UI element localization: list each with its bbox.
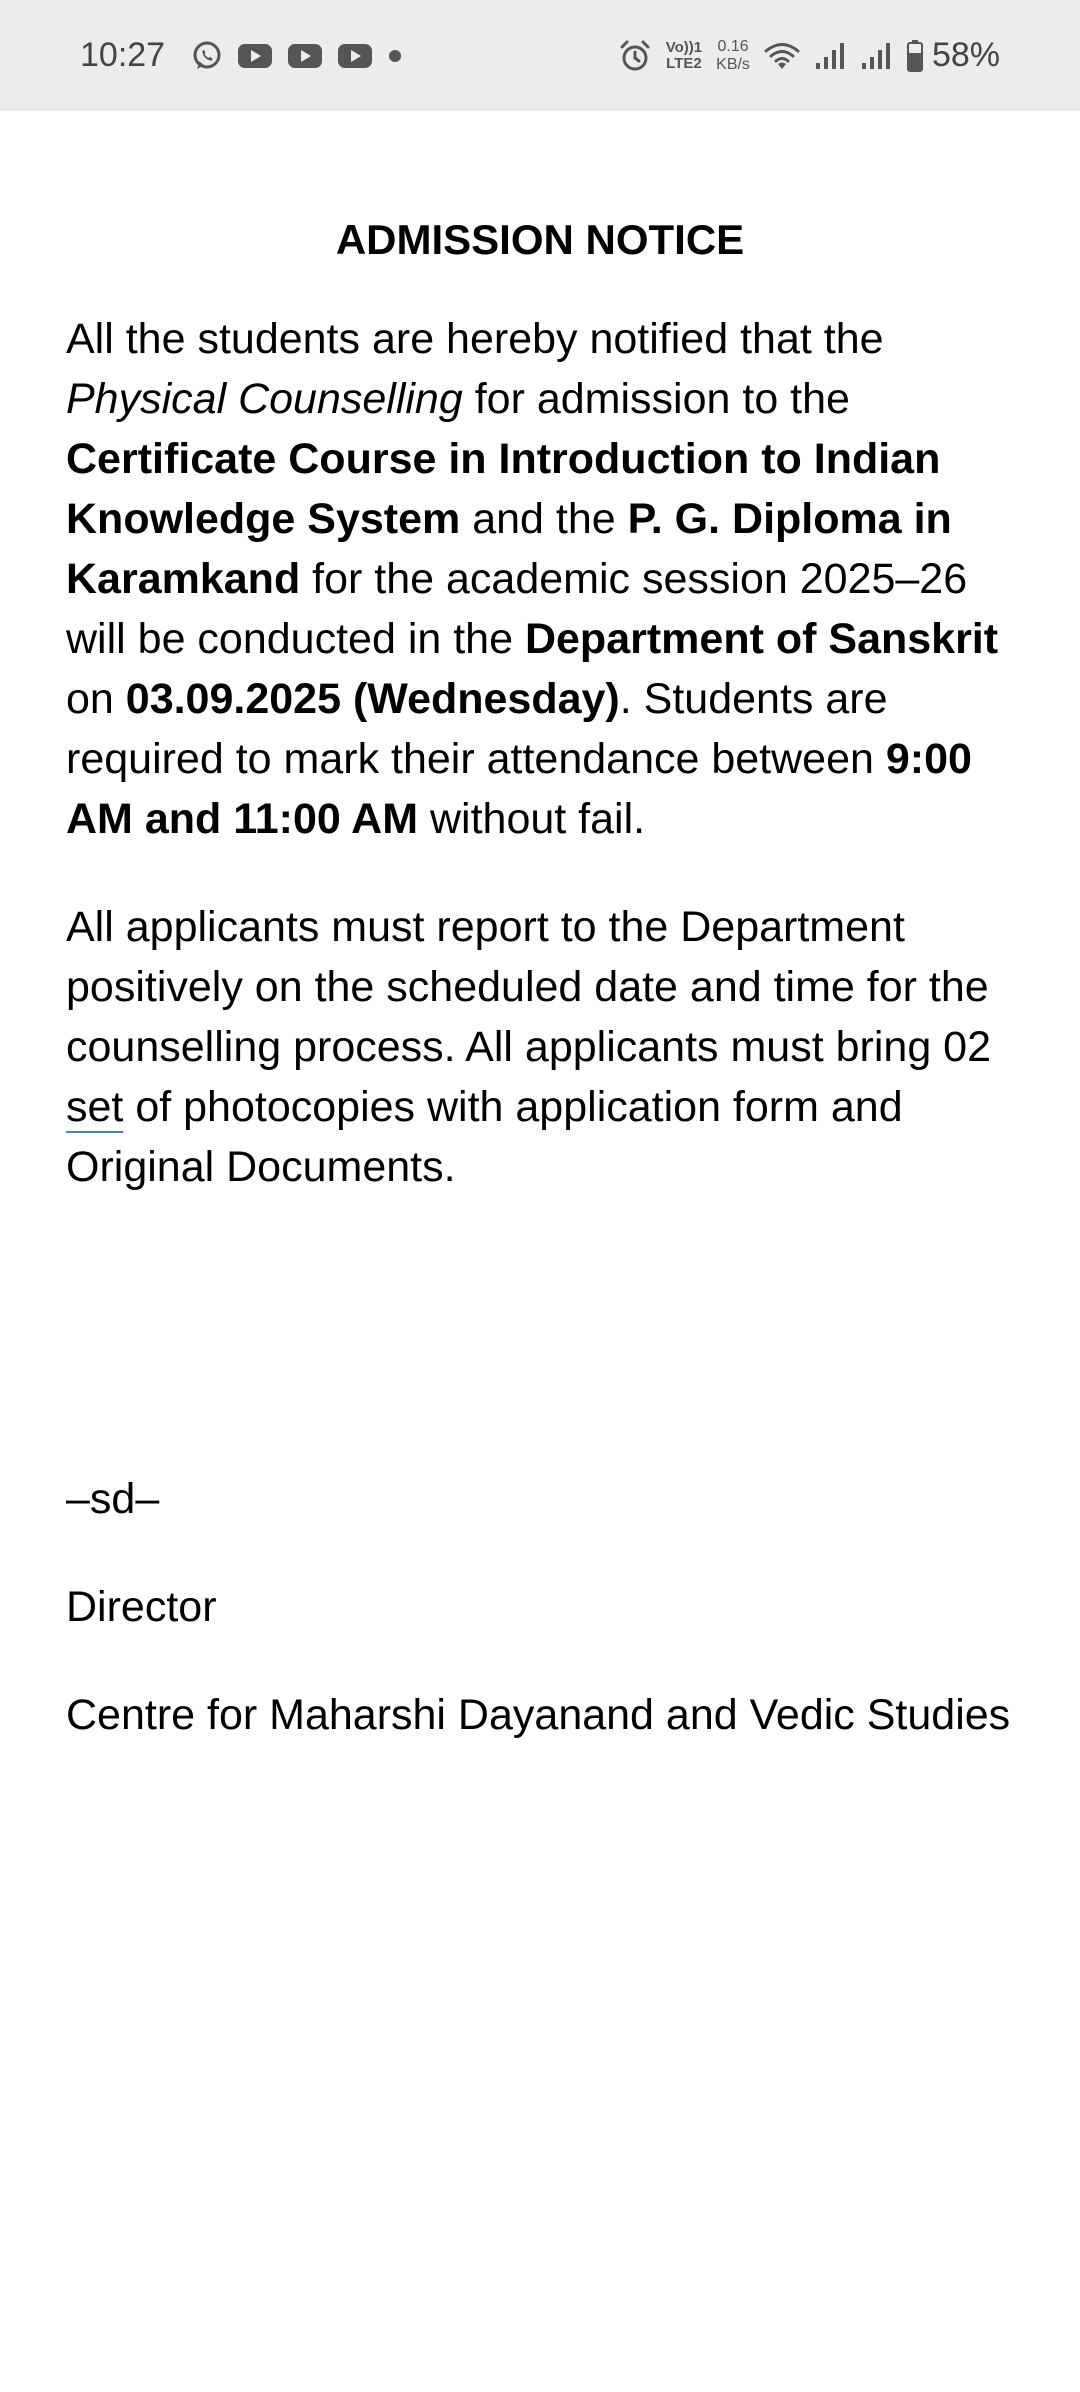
text-span: All the students are hereby notified that the xyxy=(66,315,884,363)
network-speed xyxy=(716,38,750,74)
text-span: for admission to the xyxy=(462,375,850,423)
spellcheck-flagged-word[interactable]: set xyxy=(66,1083,124,1131)
centre-name: Centre for Maharshi Dayanand and Vedic Studies xyxy=(66,1691,1011,1739)
department-name: Department of Sanskrit xyxy=(524,615,999,663)
alarm-icon xyxy=(618,39,652,73)
text-span: of photocopies with application form and Original Documents. xyxy=(66,1083,903,1191)
whatsapp-icon xyxy=(191,40,223,72)
status-bar-right xyxy=(604,0,1000,111)
text-span: without fail. xyxy=(418,795,646,843)
signal-icon xyxy=(860,41,892,71)
counselling-date: 03.09.2025 (Wednesday) xyxy=(125,675,620,723)
notice-paragraph-1 xyxy=(66,309,1014,849)
youtube-icon xyxy=(237,42,273,70)
designation: Director xyxy=(66,1583,217,1631)
text-span: for the academic session 2025–26 will be conducted in the xyxy=(66,555,968,663)
status-bar xyxy=(0,0,1080,111)
volte-indicator xyxy=(666,40,702,72)
network-speed-unit: KB/s xyxy=(716,55,750,73)
clock: 10:27 xyxy=(80,36,166,74)
text-span: and the xyxy=(460,495,628,543)
course-name-2: P. G. Diploma in Karamkand xyxy=(66,495,952,603)
network-speed-value: 0.16 xyxy=(717,37,749,55)
notice-content xyxy=(0,111,1080,1745)
signal-icon xyxy=(814,41,846,71)
battery-icon xyxy=(906,39,924,73)
notice-title: ADMISSION NOTICE xyxy=(335,216,745,263)
italic-span: Physical Counselling xyxy=(66,375,463,423)
text-span: on xyxy=(66,675,126,723)
wifi-icon xyxy=(764,41,800,71)
attendance-time: 9:00 AM and 11:00 AM xyxy=(66,735,972,843)
youtube-icon xyxy=(287,42,323,70)
course-name-1: Certificate Course in Introduction to Indian Knowledge System xyxy=(66,435,941,543)
signature: –sd– xyxy=(66,1475,160,1523)
text-span: All applicants must report to the Department positively on the scheduled date and time for the counselling process. All applicants must bring 02 xyxy=(66,903,992,1071)
notification-icons xyxy=(191,40,417,72)
battery-percentage: 58% xyxy=(931,36,1000,74)
text-span: . Students are required to mark their attendance between xyxy=(66,675,888,783)
youtube-icon xyxy=(337,42,373,70)
lte-label: LTE2 xyxy=(666,54,702,72)
more-dot-icon xyxy=(387,48,403,64)
notice-paragraph-2 xyxy=(66,897,1014,1197)
volte-label: Vo))1 xyxy=(665,38,703,56)
status-bar-left xyxy=(80,0,417,111)
